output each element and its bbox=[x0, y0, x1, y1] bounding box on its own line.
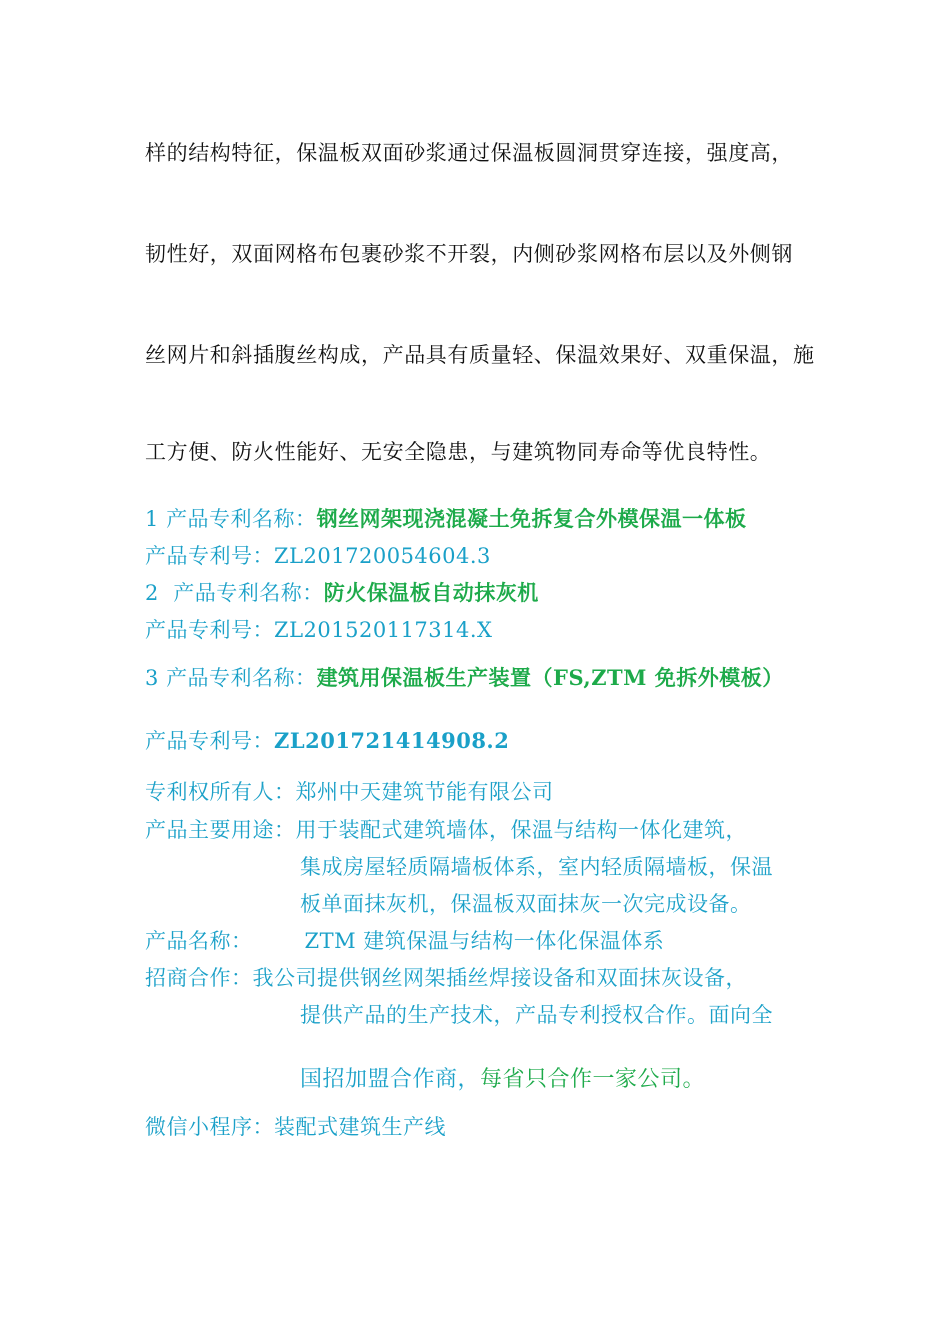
intro-line-3: 丝网片和斜插腹丝构成，产品具有质量轻、保温效果好、双重保温，施 bbox=[145, 343, 815, 367]
wechat-value: 装配式建筑生产线 bbox=[274, 1115, 446, 1139]
usage-label: 产品主要用途： bbox=[145, 818, 296, 842]
invest-last-a: 国招加盟合作商， bbox=[300, 1067, 481, 1092]
usage-line-1 bbox=[145, 814, 747, 844]
wechat-label: 微信小程序： bbox=[145, 1115, 274, 1139]
patent-3-name-line bbox=[145, 662, 784, 692]
intro-line-2: 韧性好，双面网格布包裹砂浆不开裂，内侧砂浆网格布层以及外侧钢 bbox=[145, 242, 793, 266]
intro-line-1: 样的结构特征，保温板双面砂浆通过保温板圆洞贯穿连接，强度高， bbox=[145, 141, 793, 165]
usage-line-3: 板单面抹灰机，保温板双面抹灰一次完成设备。 bbox=[300, 892, 752, 916]
patent-no-label: 产品专利号： bbox=[145, 618, 274, 642]
intro-line-4: 工方便、防火性能好、无安全隐患，与建筑物同寿命等优良特性。 bbox=[145, 440, 772, 464]
patent-2-name-line bbox=[145, 577, 539, 607]
invest-line-1 bbox=[145, 962, 747, 992]
wechat-line bbox=[145, 1111, 446, 1141]
product-label: 产品名称： bbox=[145, 929, 253, 953]
owner-label: 专利权所有人： bbox=[145, 780, 296, 804]
product-name-line bbox=[145, 925, 664, 955]
patent-name: 建筑用保温板生产装置（FS,ZTM 免拆外模板） bbox=[316, 665, 784, 690]
invest-last-b: 每省只合作一家公司。 bbox=[480, 1067, 706, 1092]
patent-name-label: 产品专利名称： bbox=[166, 666, 317, 690]
owner-value: 郑州中天建筑节能有限公司 bbox=[295, 780, 554, 804]
patent-no-label: 产品专利号： bbox=[145, 729, 274, 753]
invest-text: 我公司提供钢丝网架插丝焊接设备和双面抹灰设备， bbox=[252, 966, 747, 990]
patent-no: ZL201720054604.3 bbox=[274, 544, 491, 568]
patent-1-number-line bbox=[145, 540, 491, 570]
patent-name: 钢丝网架现浇混凝土免拆复合外模保温一体板 bbox=[316, 506, 747, 531]
patent-name-label: 产品专利名称： bbox=[166, 507, 317, 531]
patent-owner bbox=[145, 776, 554, 806]
patent-1-name-line bbox=[145, 503, 747, 533]
patent-number: 1 bbox=[145, 507, 159, 531]
patent-name: 防火保温板自动抹灰机 bbox=[323, 580, 539, 605]
patent-no: ZL201721414908.2 bbox=[274, 728, 510, 753]
patent-name-label: 产品专利名称： bbox=[173, 581, 324, 605]
usage-line-2: 集成房屋轻质隔墙板体系，室内轻质隔墙板，保温 bbox=[300, 855, 773, 879]
patent-no: ZL201520117314.X bbox=[274, 618, 493, 642]
patent-2-number-line bbox=[145, 614, 493, 644]
patent-3-number-line bbox=[145, 725, 509, 755]
invest-line-2: 提供产品的生产技术，产品专利授权合作。面向全 bbox=[300, 1003, 773, 1027]
product-value: ZTM 建筑保温与结构一体化保温体系 bbox=[304, 929, 665, 953]
invest-line-3 bbox=[300, 1062, 705, 1093]
patent-no-label: 产品专利号： bbox=[145, 544, 274, 568]
usage-text: 用于装配式建筑墙体，保温与结构一体化建筑， bbox=[295, 818, 747, 842]
patent-number: 2 bbox=[145, 581, 159, 605]
invest-label: 招商合作： bbox=[145, 966, 253, 990]
patent-number: 3 bbox=[145, 666, 159, 690]
